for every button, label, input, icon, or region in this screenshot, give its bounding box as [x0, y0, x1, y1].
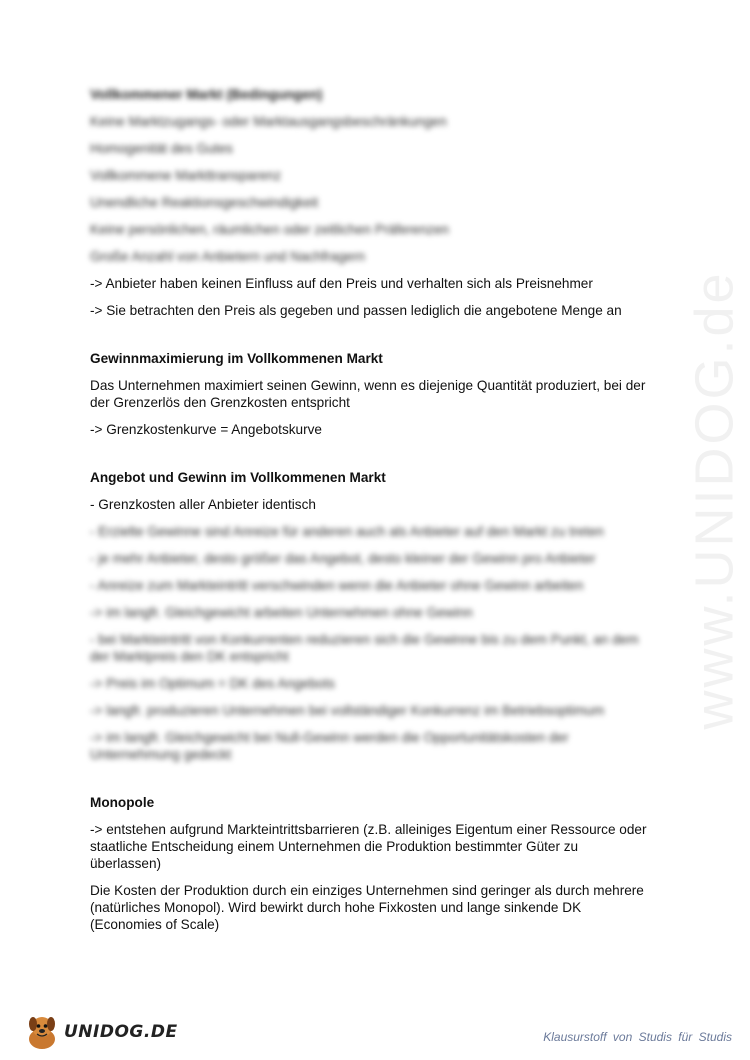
- paragraph-line: überlassen): [90, 856, 162, 871]
- blurred-line: der Marktpreis den DK entspricht: [90, 649, 289, 664]
- footer-tagline: Klausurstoff von Studis für Studis: [543, 1030, 732, 1044]
- unidog-logo[interactable]: [22, 1012, 192, 1052]
- document-content: [90, 86, 670, 933]
- blurred-line: Vollkommene Markttransparenz: [90, 168, 282, 183]
- blurred-line: Keine Marktzugangs- oder Marktausgangsbeschränkungen: [90, 114, 447, 129]
- blurred-line: Große Anzahl von Anbietern und Nachfragern: [90, 249, 366, 264]
- blurred-line: Unternehmung gedeckt: [90, 747, 232, 762]
- blurred-line: Keine persönlichen, räumlichen oder zeitlichen Präferenzen: [90, 222, 449, 237]
- paragraph-line: Das Unternehmen maximiert seinen Gewinn, wenn es diejenige Quantität produziert, bei der: [90, 378, 646, 393]
- paragraph-line: (Economies of Scale): [90, 917, 220, 932]
- blurred-line: Homogenität des Gutes: [90, 141, 233, 156]
- dog-mascot-icon: [22, 1012, 62, 1052]
- paragraph-line: der Grenzerlös den Grenzkosten entspricht: [90, 395, 350, 410]
- section-heading-vollkommener-markt: Vollkommener Markt (Bedingungen): [90, 87, 323, 102]
- paragraph-line: staatliche Entscheidung einem Unternehmen die Produktion bestimmter Güter zu: [90, 839, 579, 854]
- section-heading-monopole: Monopole: [90, 795, 155, 810]
- blurred-line: -> im langfr. Gleichgewicht bei Null-Gewinn werden die Opportunitätskosten der: [90, 730, 569, 745]
- section-heading-gewinnmaximierung: Gewinnmaximierung im Vollkommenen Markt: [90, 351, 383, 366]
- text-line: -> Grenzkostenkurve = Angebotskurve: [90, 422, 322, 437]
- paragraph-line: Die Kosten der Produktion durch ein einziges Unternehmen sind geringer als durch mehrere: [90, 883, 644, 898]
- blurred-line: Unendliche Reaktionsgeschwindigkeit: [90, 195, 319, 210]
- blurred-line: - Erzielte Gewinne sind Anreize für anderen auch als Anbieter auf den Markt zu treten: [90, 524, 604, 539]
- section-heading-angebot-und-gewinn: Angebot und Gewinn im Vollkommenen Markt: [90, 470, 386, 485]
- blurred-line: - bei Markteintritt von Konkurrenten reduzieren sich die Gewinne bis zu dem Punkt, an dem: [90, 632, 639, 647]
- blurred-line: -> Preis im Optimum = DK des Angebots: [90, 676, 335, 691]
- text-line: -> Sie betrachten den Preis als gegeben und passen lediglich die angebotene Menge an: [90, 303, 622, 318]
- blurred-line: -> im langfr. Gleichgewicht arbeiten Unternehmen ohne Gewinn: [90, 605, 473, 620]
- blurred-line: - je mehr Anbieter, desto größer das Angebot, desto kleiner der Gewinn pro Anbieter: [90, 551, 596, 566]
- blurred-line: - Anreize zum Markteintritt verschwinden wenn die Anbieter ohne Gewinn arbeiten: [90, 578, 584, 593]
- paragraph-line: -> entstehen aufgrund Markteintrittsbarrieren (z.B. alleiniges Eigentum einer Ressource oder: [90, 822, 647, 837]
- text-line: -> Anbieter haben keinen Einfluss auf den Preis und verhalten sich als Preisnehmer: [90, 276, 593, 291]
- logo-text: UNIDOG.DE: [64, 1022, 178, 1042]
- text-line: - Grenzkosten aller Anbieter identisch: [90, 497, 316, 512]
- blurred-line: -> langfr. produzieren Unternehmen bei vollständiger Konkurrenz im Betriebsoptimum: [90, 703, 605, 718]
- watermark: www.UNIDOG.de: [685, 270, 745, 730]
- paragraph-line: (natürliches Monopol). Wird bewirkt durch hohe Fixkosten und lange sinkende DK: [90, 900, 582, 915]
